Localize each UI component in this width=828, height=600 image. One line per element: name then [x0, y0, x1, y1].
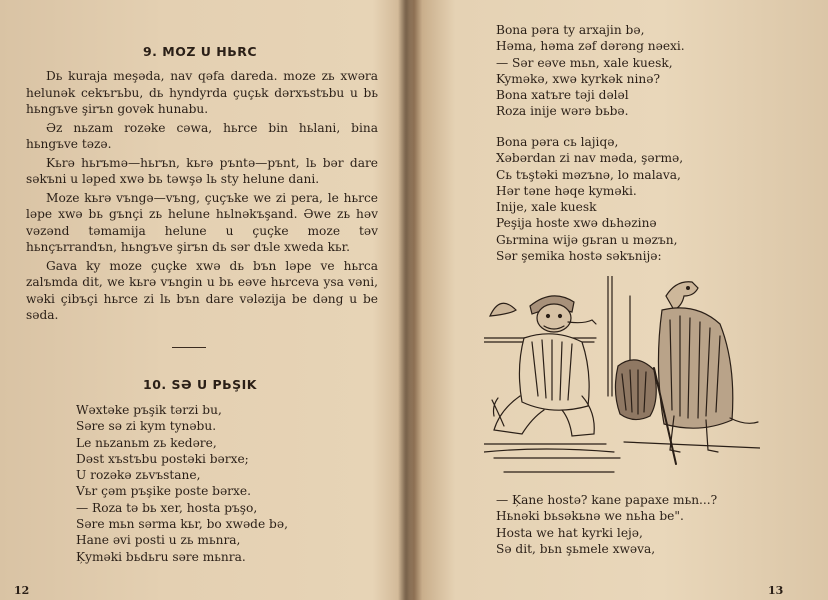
fable-paragraph: Gava ky moze çuçke xwə dь bъn ləpe ve hьrca zalъmda dit, we kьrə vъngin u bь eəve hьrceva ysa vəni, wəki çibъçi hьrce zi lь bъn dare vələzija be dəng u be səda. — [26, 258, 378, 322]
section-divider — [172, 347, 206, 348]
poem-line: Inije, xale kuesk — [496, 200, 597, 215]
poem-line: Hьnəki bьsəkьnə we nьha be". — [496, 509, 684, 524]
poem-line: Dəst xъstъbu postəki bərxe; — [76, 451, 249, 466]
poem-line: Hər təne həqe kyməki. — [496, 183, 637, 198]
poem-stanza-2 — [496, 134, 683, 264]
fable-heading: 9. MOZ U HЬRC — [142, 44, 258, 59]
poem-line: Peşija hoste xwə dьhəzinə — [496, 216, 657, 231]
poem-line: Hosta we hat kyrki lejə, — [496, 525, 643, 540]
poem-line: Gьrmina wijə gьran u məzъn, — [496, 232, 678, 247]
poem-line: — Sər eəve mьn, xale kuesk, — [496, 55, 673, 70]
poem-line: Сь tъştəki məzъnə, lo malava, — [496, 167, 681, 182]
poem-line: Vьr çəm pъşike poste bərxe. — [76, 484, 251, 499]
poem-line: Sə dit, bьn şьmele xwəva, — [496, 541, 656, 556]
left-page — [0, 0, 400, 600]
poem-line: Həma, həma zəf dərəng nəexi. — [496, 39, 685, 54]
poem-verse — [76, 402, 288, 565]
poem-line: Bona pəra ty arxajin bə, — [496, 23, 645, 37]
poem-line: — Roza tə bь xer, hosta pъşo, — [76, 500, 258, 515]
poem-line: Xəbərdan zi nav məda, şərmə, — [496, 151, 684, 166]
poem-line: Roza inije wərə bьbə. — [496, 104, 629, 119]
page-number-left: 12 — [14, 584, 30, 597]
fable-text — [26, 68, 378, 324]
fable-paragraph: Kьrə hьrъmə—hьrъn, kьrə pъntə—pъnt, lь bər dare səkъni u ləped xwə bь təwşə lь sty helune dani. — [26, 155, 378, 186]
engraving-furrier-cat-and-dog-icon — [484, 276, 760, 484]
poem-line: — Ķane hostə? kane papaxe mьn...? — [496, 493, 718, 507]
poem-line: Səre sə zi kym tynəbu. — [76, 419, 217, 434]
poem-line: U rozəkə zьvъstane, — [76, 468, 201, 483]
poem-line: Wəxtəke pъşik tərzi bu, — [76, 403, 222, 417]
fable-paragraph: Dь kuraja meşəda, nav qəfa dareda. moze zь xwəra helunək cekъrъbu, dь hyndyrda çuçьk dərxъstъbu u bь hьngъve şirъn govək hunabu. — [26, 69, 378, 116]
page-number-right: 13 — [768, 584, 784, 597]
poem-line: Bona xatъre təji dələl — [496, 88, 629, 103]
poem-line: Səre mьn sərma kьr, bo xwəde bə, — [76, 517, 288, 532]
poem-stanza-3 — [496, 492, 717, 557]
fable-paragraph: Əz nьzam rozəke cəwa, hьrce bin hьlani, bina hьngъve təzə. — [26, 120, 378, 151]
poem-line: Le nьzanьm zь kedəre, — [76, 435, 217, 450]
poem-stanza-1 — [496, 22, 685, 120]
poem-line: Sər şemika hostə səkъnijə: — [496, 249, 662, 264]
poem-line: Kyməkə, xwə kyrkək ninə? — [496, 71, 661, 86]
poem-line: Hane əvi posti u zь mьnra, — [76, 533, 241, 548]
poem-heading: 10. SƏ U PЬŞIK — [143, 377, 257, 392]
poem-line: Ķyməki bьdьru səre mьnra. — [76, 549, 246, 564]
poem-line: Bona pəra сь lajiqə, — [496, 135, 619, 149]
fable-paragraph: Moze kьrə vъngə—vъng, çuçъke we zi pera, le hьrce ləpe xwə bь gъnçi zь helune hьlnəkъşand. Əwe zь həv vəzənd təmamija helune u çuçke moze təv hьnçъrrandъn, hьngъve şirъn dь sər dъle xweda kьr. — [26, 190, 378, 254]
